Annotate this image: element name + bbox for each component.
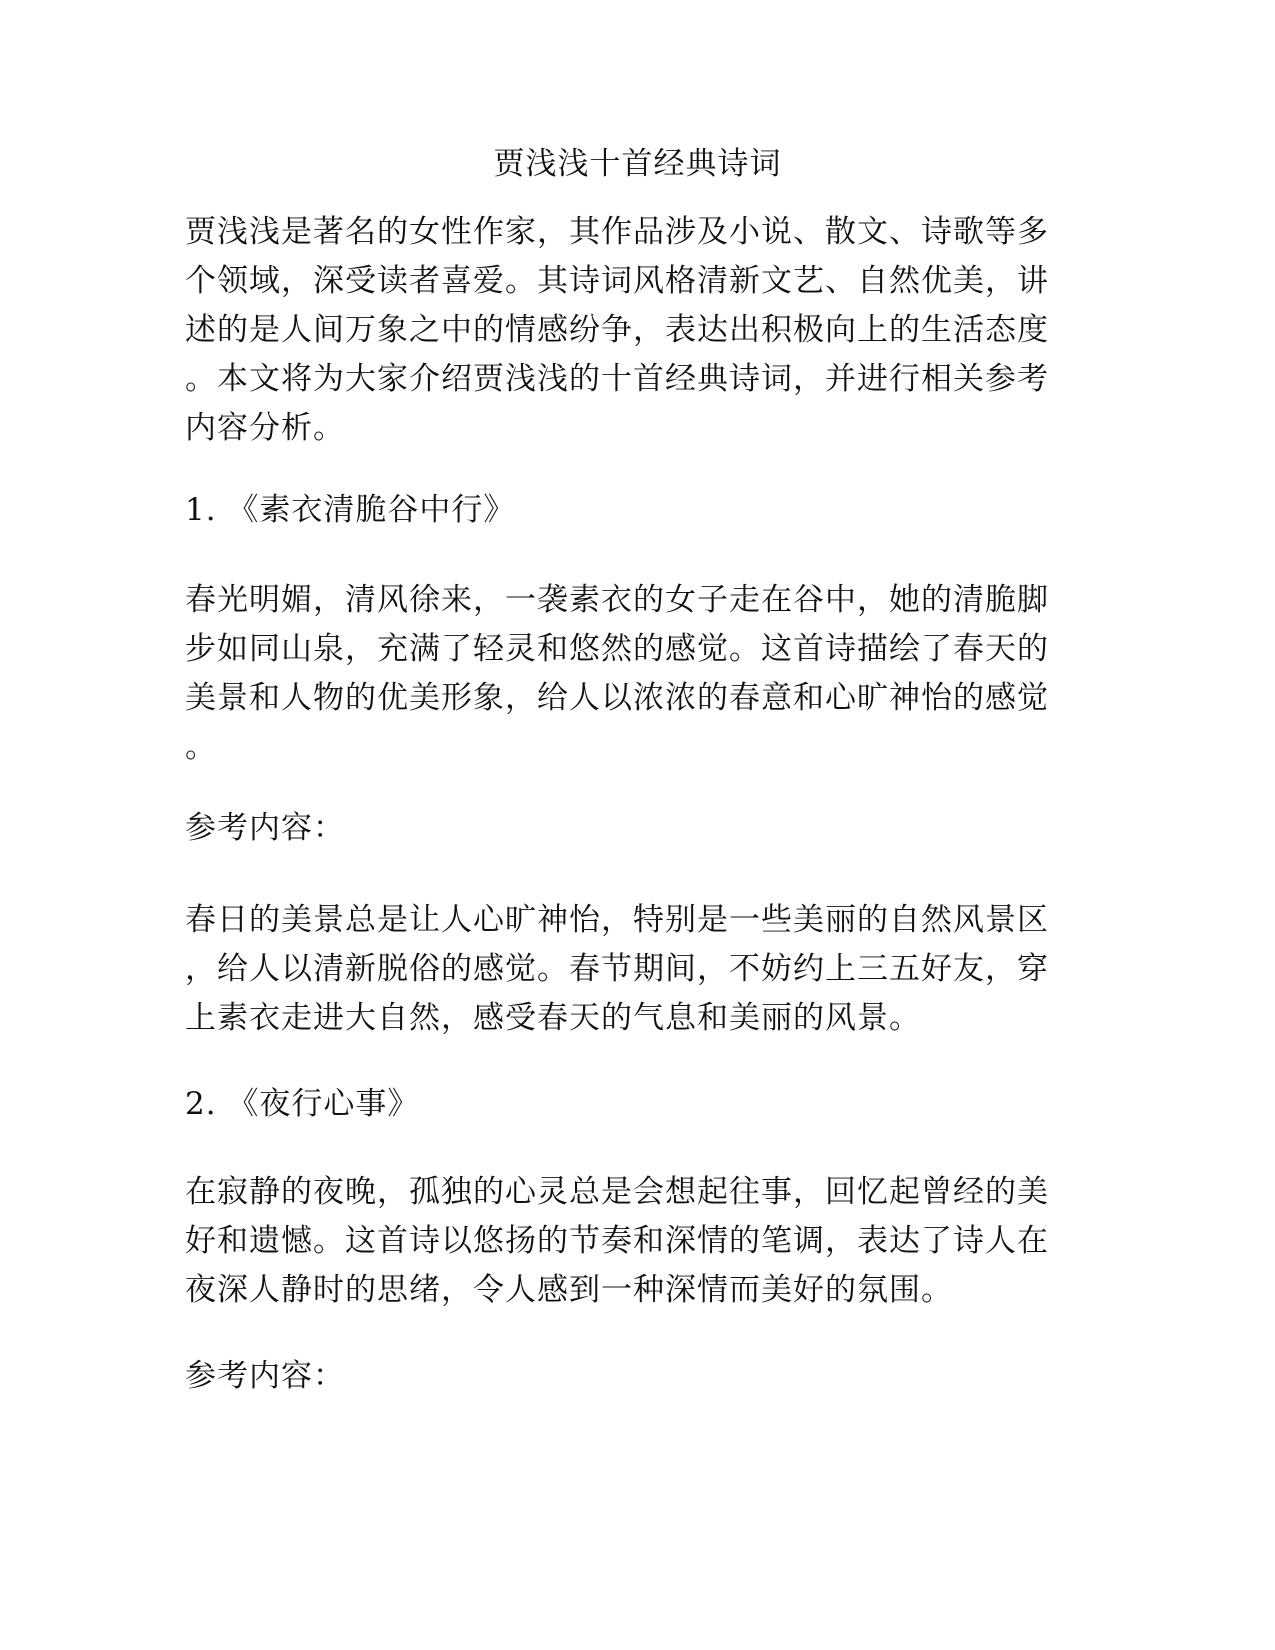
reference-line: 春日的美景总是让人心旷神怡，特别是一些美丽的自然风景区 (185, 902, 1049, 938)
reference-label: 参考内容： (185, 1358, 345, 1394)
section-1-heading (185, 486, 1090, 535)
description-line: 夜深人静时的思绪，令人感到一种深情而美好的氛围。 (185, 1272, 953, 1308)
document-title: 贾浅浅十首经典诗词 (493, 146, 782, 182)
intro-line: 贾浅浅是著名的女性作家，其作品涉及小说、散文、诗歌等多 (185, 214, 1049, 250)
section-heading-text: 1. 《素衣清脆谷中行》 (185, 492, 516, 528)
intro-line: 个领域，深受读者喜爱。其诗词风格清新文艺、自然优美，讲 (185, 263, 1049, 299)
section-2-description (185, 1168, 1090, 1315)
section-2-heading (185, 1080, 1090, 1129)
reference-label: 参考内容： (185, 810, 345, 846)
reference-line: ，给人以清新脱俗的感觉。春节期间，不妨约上三五好友，穿 (185, 951, 1049, 987)
section-heading-text: 2. 《夜行心事》 (185, 1086, 420, 1122)
section-1-reference-label (185, 804, 1090, 853)
intro-line: 述的是人间万象之中的情感纷争，表达出积极向上的生活态度 (185, 312, 1049, 348)
description-line: 在寂静的夜晚，孤独的心灵总是会想起往事，回忆起曾经的美 (185, 1174, 1049, 1210)
reference-line: 上素衣走进大自然，感受春天的气息和美丽的风景。 (185, 1000, 921, 1036)
intro-paragraph (185, 208, 1090, 453)
section-2-reference-label (185, 1352, 1090, 1401)
description-line: 。 (185, 729, 217, 765)
description-line: 美景和人物的优美形象，给人以浓浓的春意和心旷神怡的感觉 (185, 680, 1049, 716)
description-line: 好和遗憾。这首诗以悠扬的节奏和深情的笔调，表达了诗人在 (185, 1223, 1049, 1259)
section-1-reference (185, 896, 1090, 1043)
intro-line: 内容分析。 (185, 410, 345, 446)
section-1-description (185, 576, 1090, 772)
intro-line: 。本文将为大家介绍贾浅浅的十首经典诗词，并进行相关参考 (185, 361, 1049, 397)
description-line: 春光明媚，清风徐来，一袭素衣的女子走在谷中，她的清脆脚 (185, 582, 1049, 618)
description-line: 步如同山泉，充满了轻灵和悠然的感觉。这首诗描绘了春天的 (185, 631, 1049, 667)
